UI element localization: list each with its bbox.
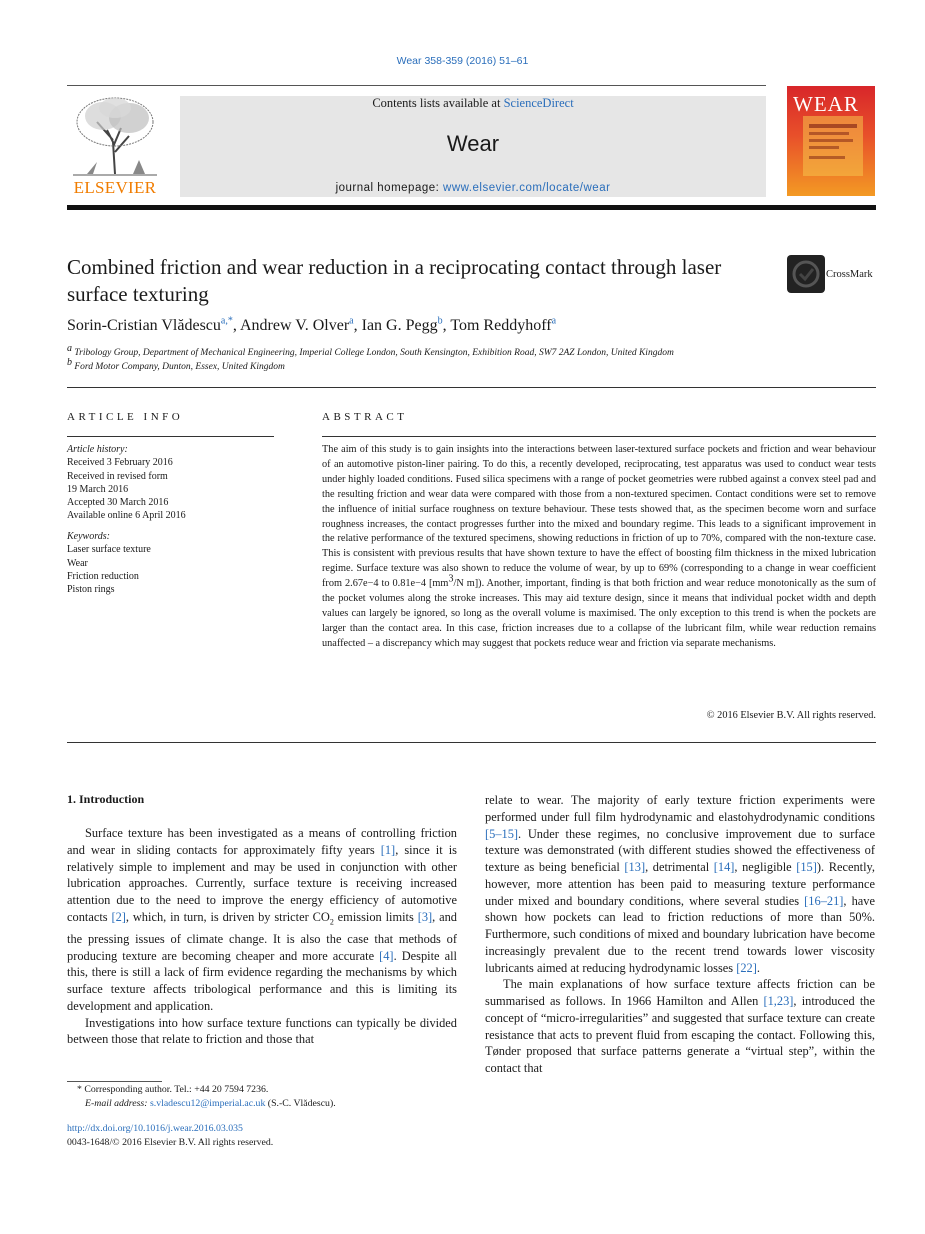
crossmark-badge[interactable] xyxy=(787,255,879,293)
author-name: Sorin-Cristian Vlădescu xyxy=(67,317,221,334)
abstract-heading: ABSTRACT xyxy=(322,411,408,423)
affiliation-text: Tribology Group, Department of Mechanical Engineering, Imperial College London, South Kensington, Exhibition Road, SW7 2AZ London, United Kingdom xyxy=(74,348,674,358)
history-item: Available online 6 April 2016 xyxy=(67,510,186,522)
doi-block xyxy=(67,1122,467,1150)
divider xyxy=(67,742,876,743)
email-line xyxy=(67,1097,467,1111)
journal-homepage-link[interactable]: www.elsevier.com/locate/wear xyxy=(443,182,611,194)
author-separator: , xyxy=(232,317,240,334)
author-name: Ian G. Pegg xyxy=(361,317,438,334)
header-rule xyxy=(67,85,766,86)
crossmark-icon xyxy=(787,255,825,293)
affiliations xyxy=(67,342,867,374)
article-title: Combined friction and wear reduction in a reciprocating contact through laser surface texturing xyxy=(67,255,722,306)
header-thick-rule xyxy=(67,205,876,210)
affiliation-mark: b xyxy=(67,356,72,368)
footnote-rule xyxy=(67,1081,162,1082)
reference-link[interactable]: [4] xyxy=(379,948,394,963)
author-name: Andrew V. Olver xyxy=(239,317,350,334)
keywords xyxy=(67,530,277,596)
unit-superscript: 3 xyxy=(448,573,454,585)
affiliation-mark: a xyxy=(67,342,72,354)
keyword: Laser surface texture xyxy=(67,544,151,556)
abstract-part: The aim of this study is to gain insights into the interactions between laser-textured surface pockets and friction and wear behaviour of an automotive piston-liner pairing. To do this, a recently developed, reciprocating, test apparatus was used to conduct wear tests under highly loaded conditions. Fused silica specimens with a range of pocket geometries were rubbed against a convex steel pad and the resulting friction and wear data were compared with those from a non-textured specimen. Contact conditions were set to remove the influence of initial surface roughness on texture behaviour. These tests showed that, as the specimen become worn and surface roughness increases, the contact progresses further into the mixed and boundary regime. This leads to a significant improvement in the relative performance of the textured specimens, showing reductions in friction of up to 70%, compared with the non-texture case. This is consistent with previous results that have shown texture to have the effect of boosting film thickness in the mixed lubrication regime. Surface texture was also shown to reduce the volume of wear, by up to 69% (corresponding to a change in wear coefficient from 2.67e−4 to 0.81e−4 [mm xyxy=(322,444,876,590)
sciencedirect-link[interactable]: ScienceDirect xyxy=(503,96,574,110)
history-item: Received in revised form xyxy=(67,470,168,482)
body-column-right xyxy=(485,792,875,1077)
journal-name: Wear xyxy=(446,131,500,156)
divider xyxy=(322,436,876,437)
doi-link[interactable]: http://dx.doi.org/10.1016/j.wear.2016.03.035 xyxy=(67,1123,243,1134)
email-link[interactable]: s.vladescu12@imperial.ac.uk xyxy=(149,1098,266,1109)
divider xyxy=(67,436,274,437)
homepage-line xyxy=(180,182,766,194)
author-separator: , xyxy=(442,317,451,334)
issn-line: 0043-1648/© 2016 Elsevier B.V. All rights reserved. xyxy=(67,1137,274,1148)
elsevier-wordmark: ELSEVIER xyxy=(73,178,157,197)
abstract-copyright: © 2016 Elsevier B.V. All rights reserved. xyxy=(706,710,876,721)
divider xyxy=(67,387,876,388)
history-item: 19 March 2016 xyxy=(67,483,129,495)
reference-link[interactable]: [1] xyxy=(380,842,396,857)
paragraph: Investigations into how surface texture functions can typically be divided between those that relate to friction and those that xyxy=(67,1015,457,1047)
corresponding-author: * Corresponding author. Tel.: +44 20 7594 7236. xyxy=(77,1084,269,1095)
email-label: E-mail address: xyxy=(85,1098,150,1109)
cover-title: WEAR xyxy=(793,92,859,116)
journal-cover[interactable] xyxy=(787,86,875,196)
elsevier-logo xyxy=(67,92,163,198)
article-history xyxy=(67,443,277,523)
reference-link[interactable]: [3] xyxy=(417,909,433,924)
author[interactable] xyxy=(67,317,233,334)
paragraph: The main explanations of how surface texture affects friction can be summarised as follows. In 1966 Hamilton and Allen [1,23], introduced the concept of “micro-irregularities” and suggested that surface texture can create resistance that acts to prevent fluid from escaping the contact. Following this, Tønder proposed that surface patterns generate a “virtual step”, within the contact that xyxy=(485,977,875,1075)
keywords-label: Keywords: xyxy=(67,531,110,542)
author-affiliation-mark[interactable]: b xyxy=(437,315,443,327)
history-item: Accepted 30 March 2016 xyxy=(67,497,169,509)
keyword: Piston rings xyxy=(67,584,115,596)
affiliation-a xyxy=(67,342,867,361)
reference-link[interactable]: [22] xyxy=(736,960,757,975)
body-column-left xyxy=(67,825,457,1048)
reference-link[interactable]: [5–15] xyxy=(485,826,519,841)
author[interactable] xyxy=(362,317,443,334)
journal-citation[interactable]: Wear 358-359 (2016) 51–61 xyxy=(396,55,529,67)
homepage-prefix: journal homepage: xyxy=(335,182,444,194)
author[interactable] xyxy=(450,317,556,334)
author-name: Tom Reddyhoff xyxy=(450,317,552,334)
affiliation-b xyxy=(67,356,867,375)
contents-line xyxy=(180,96,766,111)
author-list xyxy=(67,317,867,335)
author-separator: , xyxy=(353,317,362,334)
keyword: Friction reduction xyxy=(67,570,139,582)
reference-link[interactable]: [15] xyxy=(796,860,817,874)
section-heading: 1. Introduction xyxy=(67,792,145,806)
history-label: Article history: xyxy=(67,444,128,455)
reference-link[interactable]: [1,23] xyxy=(763,994,794,1008)
article-info-heading: ARTICLE INFO xyxy=(67,411,184,423)
author-affiliation-mark[interactable]: a xyxy=(349,315,354,327)
email-owner: (S.-C. Vlădescu). xyxy=(265,1098,336,1109)
contents-prefix: Contents lists available at xyxy=(372,96,504,110)
keyword: Wear xyxy=(67,557,88,569)
affiliation-text: Ford Motor Company, Dunton, Essex, United Kingdom xyxy=(74,361,285,372)
footnote xyxy=(67,1083,467,1111)
paragraph: Surface texture has been investigated as a means of controlling friction and wear in sliding contacts for approximately fifty years [1], since it is relatively simple to implement and may be used in conjunction with other lubrication approaches. Currently, surface texture is receiving increased attention due to the need to improve the energy efficiency of automotive contacts [2], which, in turn, is driven by stricter $CO_2$ emission limits [3], and the pressing issues of climate change. It is also the case that methods of producing texture are becoming cheaper and more accurate [4]. Despite all this, there is still a lack of firm evidence regarding the mechanisms by which surface texture affects tribological performance and this is limiting its development and application. xyxy=(67,826,457,1013)
paragraph: relate to wear. The majority of early texture friction experiments were performed under full film hydrodynamic and elastohydrodynamic conditions [5–15]. Under these regimes, no conclusive improvement due to surface texture was demonstrated (with different studies showed the effectiveness of texture as being beneficial [13], detrimental [14], negligible [15]). Recently, however, more attention has been paid to measuring texture performance under mixed and boundary conditions, where several studies [16–21], have shown how pockets can lead to friction reductions of more than 50%. Furthermore, such conditions of mixed and boundary lubrication have become increasingly prevalent due to the recent trend towards lower viscosity lubricants aimed at reducing hydrodynamic losses [22]. xyxy=(485,793,876,975)
reference-link[interactable]: [14] xyxy=(713,860,735,874)
reference-link[interactable]: [2] xyxy=(111,909,126,924)
history-item: Received 3 February 2016 xyxy=(67,457,173,469)
abstract-part: /N m]). Another, important, finding is that both friction and wear reduce monotonically as the sum of the pocket volumes along the stroke increases. This may aid texture design, since it means that individual pocket width and depth values can largely be ignored, so long as the overall volume is maximised. The only exception to this trend is when the pockets are larger than the contact area. In this case, friction increases due to a collapse of the lubricant film, while wear reduction remains unaffected – a discrepancy which may suggest that pockets reduce wear and friction via separate mechanisms. xyxy=(322,578,876,649)
author-affiliation-mark[interactable]: a,* xyxy=(220,315,233,327)
reference-link[interactable]: [13] xyxy=(624,860,646,874)
author[interactable] xyxy=(240,317,354,334)
reference-link[interactable]: [16–21] xyxy=(804,893,844,908)
crossmark-label: CrossMark xyxy=(826,268,873,280)
author-affiliation-mark[interactable]: a xyxy=(551,315,557,327)
abstract-text xyxy=(322,443,876,652)
